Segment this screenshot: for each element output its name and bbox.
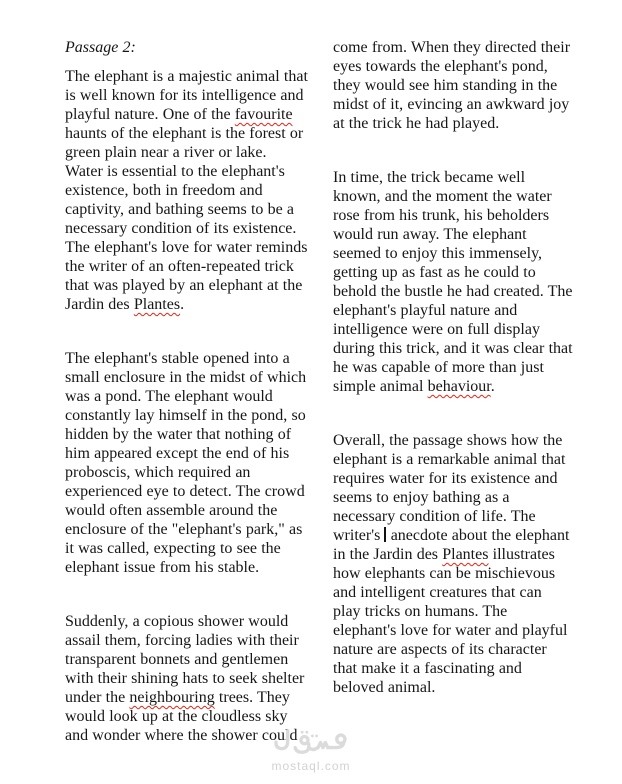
- text-run: Suddenly, a copious shower would assail them, forcing ladies with their transparent bonnets and gentlemen with their shining hats to seek shelter under the: [65, 613, 305, 706]
- text-run: come from. When they directed their eyes towards the elephant's pond, they would see him standing in the midst of it, evincing an awkward joy at the trick he had played.: [333, 39, 571, 132]
- text-run: The elephant's stable opened into a small enclosure in the midst of which was a pond. The elephant would constantly lay himself in the pond, so hidden by the water that nothing of him appeared except the end of his proboscis, which required an experienced eye to detect. The crowd would often assemble around the enclosure of the "elephant's park," as it was called, expecting to see the elephant issue from his stable.: [65, 350, 307, 576]
- misspelled-word: Plantes: [133, 296, 181, 313]
- paragraph[interactable]: [65, 349, 308, 577]
- misspelled-word: neighbouring: [129, 689, 215, 706]
- misspelled-word: behaviour: [427, 378, 491, 395]
- paragraph[interactable]: [333, 38, 573, 133]
- watermark-site-text: mostaql.com: [271, 759, 351, 773]
- paragraph[interactable]: [333, 431, 573, 697]
- paragraph[interactable]: [333, 168, 573, 396]
- text-column-left: [65, 38, 308, 745]
- mostaql-logo-icon: [272, 728, 350, 756]
- text-run: Overall, the passage shows how the elephant is a remarkable animal that requires water for its existence and seems to enjoy bathing as a necessary condition of life. The writer's: [333, 432, 566, 544]
- text-run: anecdote about the elephant in the Jardin des: [333, 527, 570, 563]
- text-cursor: [384, 527, 385, 542]
- text-run: The elephant is a majestic animal that is well known for its intelligence and playful nature. One of the: [65, 68, 308, 123]
- text-run: In time, the trick became well known, and the moment the water rose from his trunk, his beholders would run away. The elephant seemed to enjoy this immensely, getting up as fast as he could to behold the bustle he had created. The elephant's playful nature and intelligence were on full display during this trick, and it was clear that he was capable of more than just simple animal: [333, 169, 573, 395]
- paragraph[interactable]: [65, 67, 308, 314]
- misspelled-word: favourite: [234, 106, 293, 123]
- text-run: .: [490, 378, 495, 395]
- text-run: trees. They would look up at the cloudless sky and wonder where the shower could: [65, 689, 298, 744]
- text-column-right: [333, 38, 573, 697]
- text-run: .: [180, 296, 185, 313]
- misspelled-word: Plantes: [442, 546, 489, 563]
- text-run: illustrates how elephants can be mischievous and intelligent creatures that can play tricks on humans. The elephant's love for water and playful nature are aspects of its character that make it a fascinating and beloved animal.: [333, 546, 568, 696]
- passage-heading[interactable]: Passage 2:: [65, 39, 136, 56]
- paragraph[interactable]: [65, 612, 308, 745]
- watermark: [266, 728, 356, 776]
- text-run: haunts of the elephant is the forest or green plain near a river or lake. Water is essential to the elephant's existence, both in freedom and captivity, and bathing seems to be a necessary condition of its existence. The elephant's love for water reminds the writer of an often-repeated trick that was played by an elephant at the Jardin des: [65, 125, 308, 313]
